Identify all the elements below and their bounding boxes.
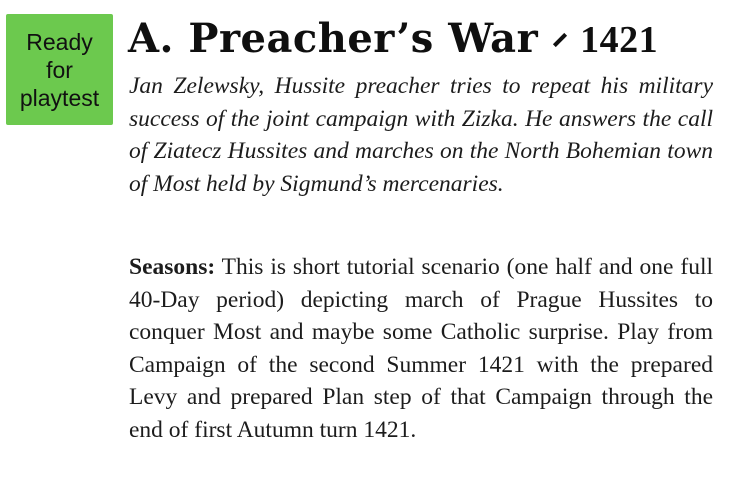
seasons-label: Seasons: [129,254,216,280]
scenario-intro-paragraph: Jan Zelewsky, Hussite preacher tries to repeat his military success of the joint campaign with Zizka. He answers the call of Ziatecz Hussites and marches on the North Bohemian town of Most held by Sigmund’s mercenaries. [129,73,713,197]
scenario-year: 1421 [580,19,659,61]
seasons-text: This is short tutorial scenario (one half and one full 40-Day period) depicting march of Prague Hussites to conquer Most and maybe some Catholic surprise. Play from Campaign of the second Summer 1421 with the prepared Levy and prepared Plan step of that Campaign through the end of first Autumn turn 1421. [129,254,714,443]
badge-line-ready: Ready [26,28,93,55]
scenario-title-text: A. Preacher’s War [128,15,539,62]
badge-line-for: for [46,56,73,83]
seasons-paragraph [129,251,713,446]
playtest-status-badge [6,14,113,125]
scenario-title [128,10,740,68]
badge-line-playtest: playtest [19,84,100,111]
title-separator-dash [553,33,567,47]
